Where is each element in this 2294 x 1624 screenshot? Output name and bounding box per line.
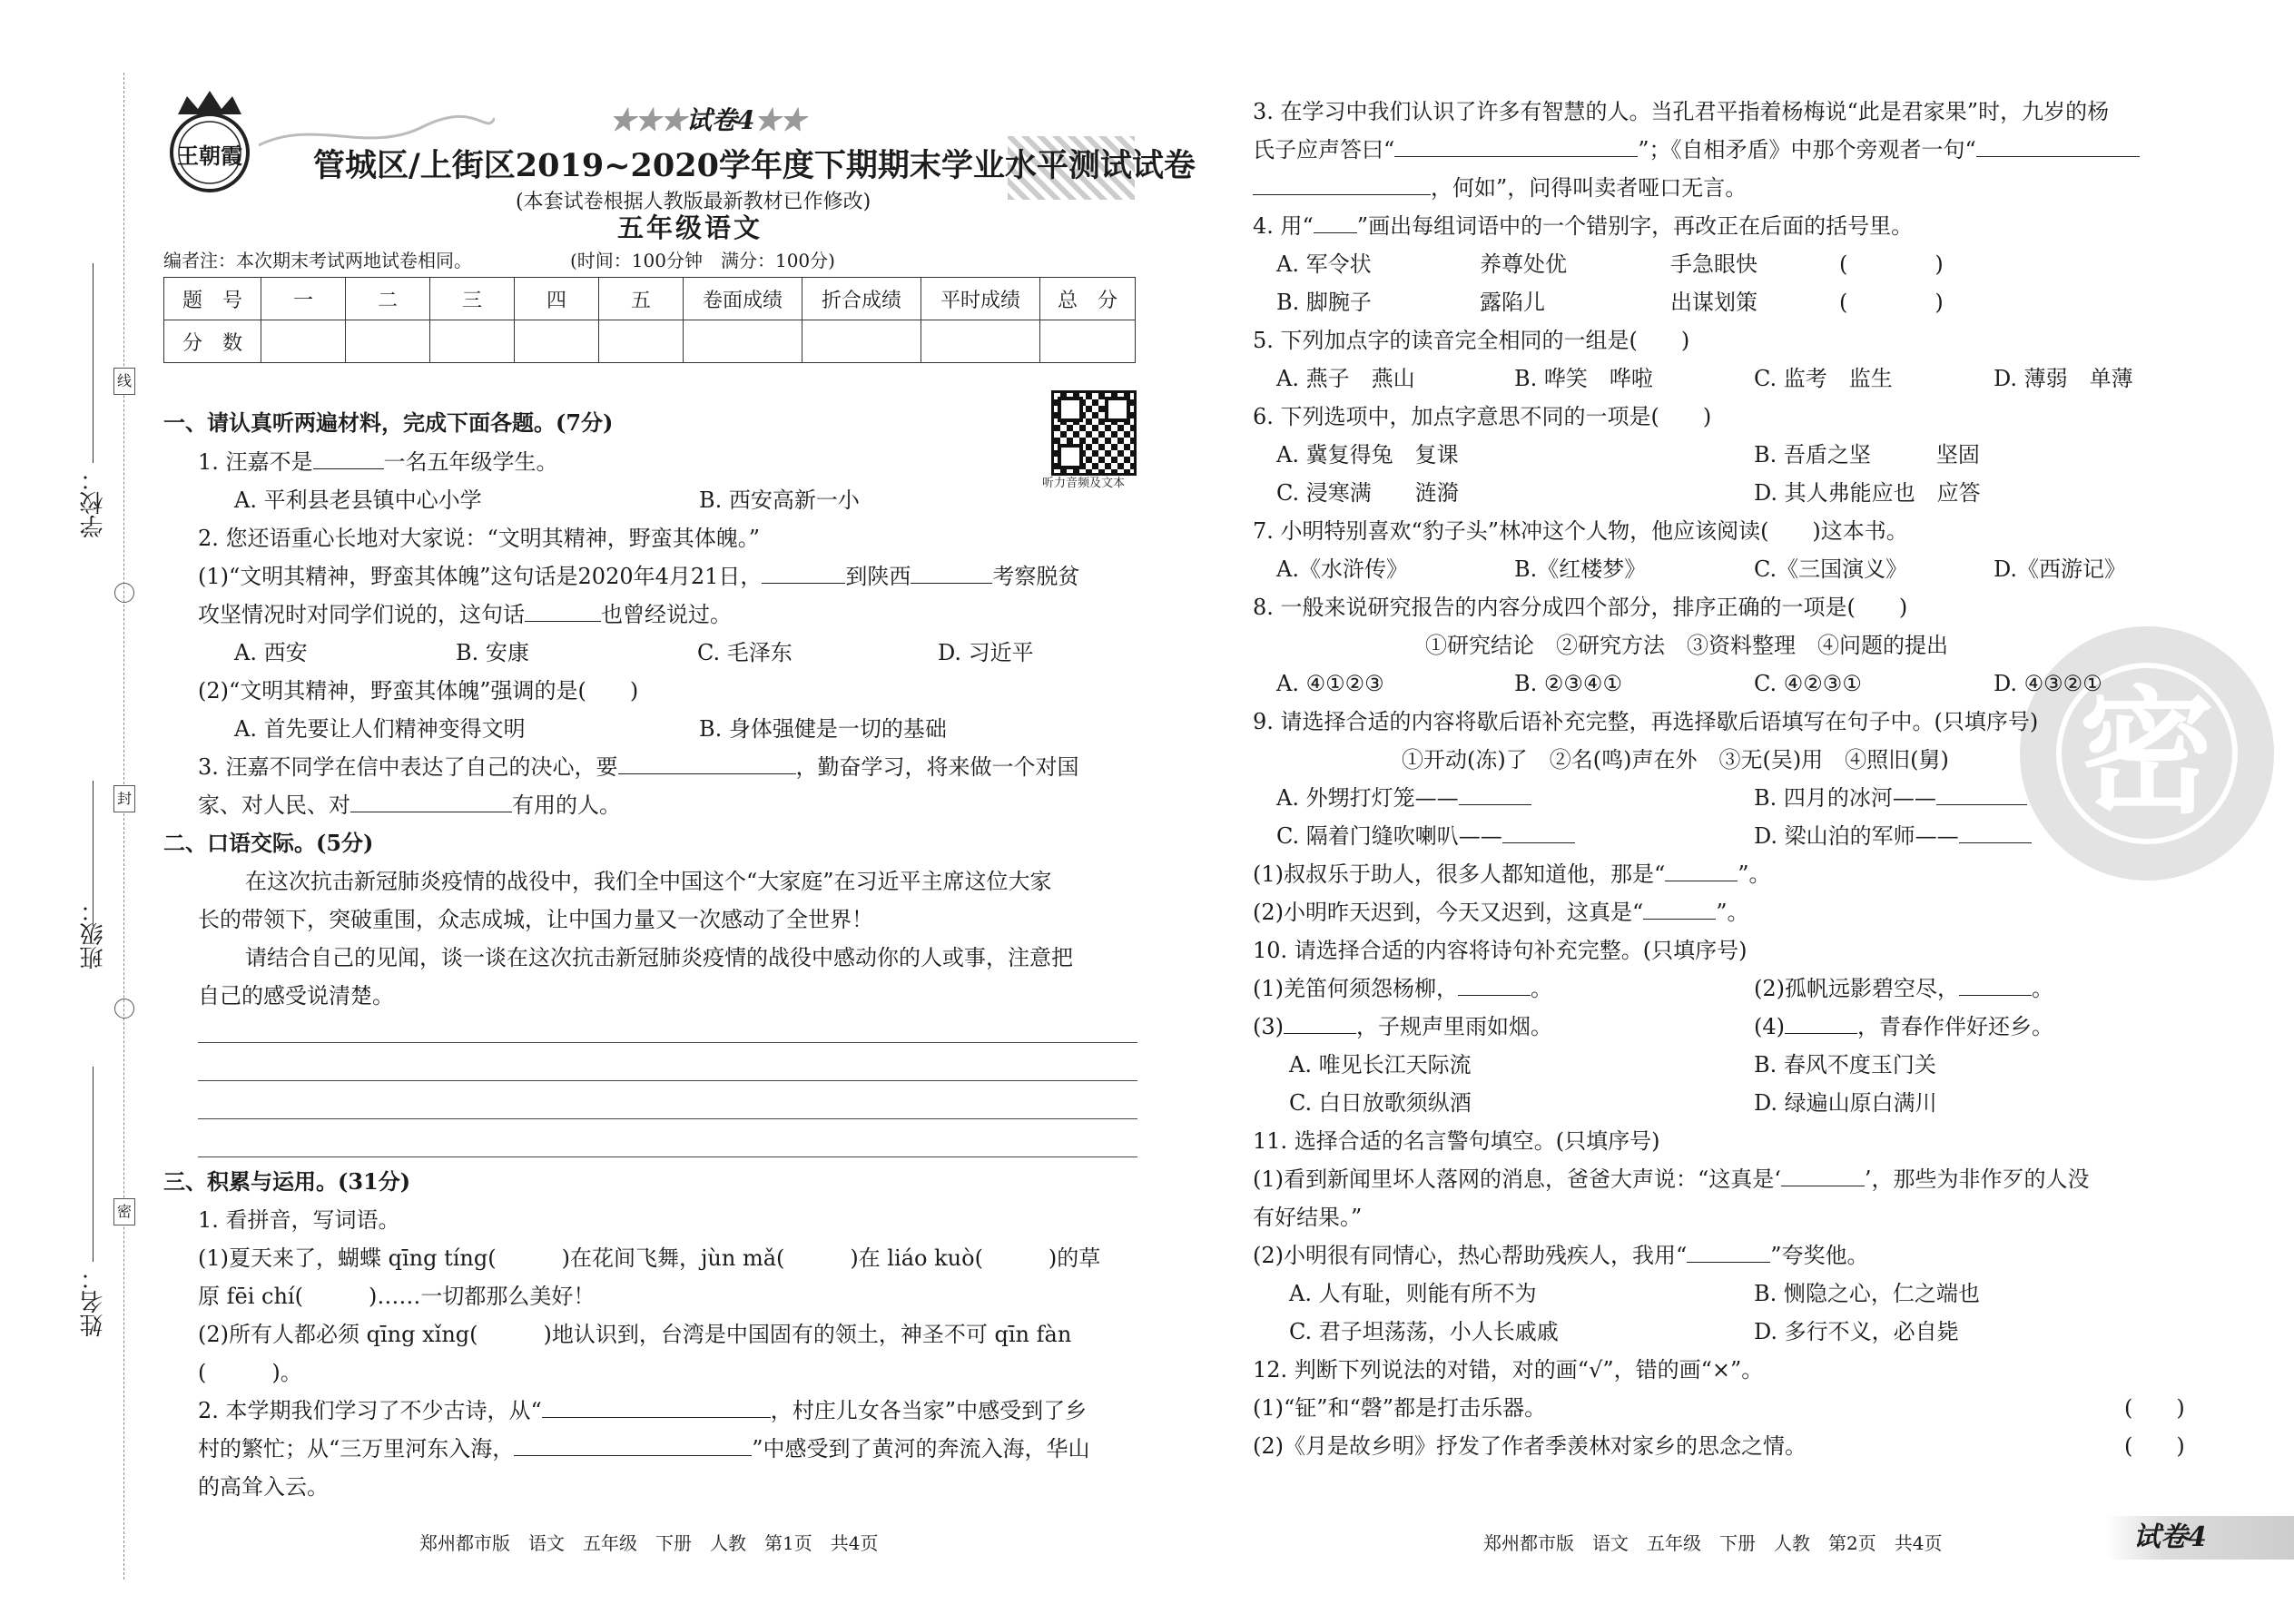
- qr-caption: 听力音频及文本: [1042, 477, 1126, 490]
- score-table-score-row: [164, 320, 1136, 363]
- writing-line[interactable]: [198, 1118, 1137, 1119]
- page-footer: 郑州都市版 语文 五年级 下册 人教 第2页 共4页: [1483, 1532, 1943, 1554]
- question-2-cont: 的高耸入云。: [198, 1474, 329, 1500]
- option-a: A. 冀复得兔 复课: [1276, 442, 1459, 468]
- answer-paren[interactable]: ( ): [2124, 1433, 2185, 1459]
- answer-blank[interactable]: [1959, 975, 2032, 996]
- table-cell: 分 数: [164, 320, 261, 363]
- seal-circle: [114, 583, 134, 603]
- question-8: 8. 一般来说研究报告的内容分成四个部分，排序正确的一项是( ): [1253, 595, 1908, 620]
- table-cell: 四: [515, 278, 599, 320]
- score-cell[interactable]: [921, 320, 1040, 363]
- question-1: 1. 汪嘉不是 一名五年级学生。: [198, 449, 558, 475]
- option-d: D. 梁山泊的军师——: [1754, 822, 2032, 850]
- pinyin-question: (1)夏天来了，蝴蝶 qīng tíng( )在花间飞舞，jùn mǎ( )在 liáo kuò( )的草: [198, 1245, 1101, 1271]
- answer-paren[interactable]: ( ): [1839, 290, 1944, 315]
- answer-blank[interactable]: [1936, 784, 2027, 805]
- option-a: A. 西安: [234, 640, 308, 665]
- writing-line[interactable]: [198, 1080, 1137, 1081]
- table-cell: 平时成绩: [921, 278, 1040, 320]
- score-cell[interactable]: [599, 320, 684, 363]
- question-3-cont: ，何如”，问得叫卖者哑口无言。: [1253, 174, 1747, 202]
- question-1: 1. 看拼音，写词语。: [198, 1207, 400, 1233]
- name-write-line: [93, 1067, 94, 1262]
- question-10-2: (2)孤帆远影碧空尽， 。: [1754, 976, 2053, 1001]
- option-c: C. 毛泽东: [697, 640, 793, 665]
- item-list: ①研究结论 ②研究方法 ③资料整理 ④问题的提出: [1425, 633, 1948, 658]
- answer-paren[interactable]: ( ): [2124, 1395, 2185, 1421]
- option-c: C. 浸寒满 涟漪: [1276, 480, 1459, 506]
- option-b: B. 身体强健是一切的基础: [699, 716, 947, 742]
- answer-blank[interactable]: [1976, 136, 2140, 157]
- option-b: B. 哗笑 哗啦: [1514, 366, 1653, 391]
- section-1-title: 一、请认真听两遍材料，完成下面各题。(7分): [163, 409, 614, 436]
- binding-fold-line: [123, 73, 124, 1580]
- option-a: A. 外甥打灯笼——: [1276, 784, 1531, 812]
- answer-blank[interactable]: [350, 792, 512, 812]
- option-b: B.《红楼梦》: [1514, 556, 1647, 582]
- option-word: 出谋划策: [1670, 290, 1757, 315]
- score-cell[interactable]: [346, 320, 430, 363]
- mi-watermark-glyph: 密: [2078, 673, 2215, 832]
- answer-blank[interactable]: [911, 563, 992, 584]
- score-table-header-row: [164, 278, 1136, 320]
- option-b: B. 春风不度玉门关: [1754, 1052, 1936, 1078]
- option-b: B. 脚腕子: [1276, 290, 1372, 315]
- answer-blank[interactable]: [1502, 822, 1575, 843]
- time-score: (时间：100分钟 满分：100分): [570, 250, 835, 271]
- writing-line[interactable]: [198, 1156, 1137, 1157]
- paragraph: 自己的感受说清楚。: [198, 983, 394, 1009]
- question-6: 6. 下列选项中，加点字意思不同的一项是( ): [1253, 404, 1712, 429]
- option-d: D. 其人弗能应也 应答: [1754, 480, 1981, 506]
- seal-circle: [114, 999, 134, 1019]
- mi-watermark-seal: [2020, 626, 2274, 881]
- question-2: 2. 您还语重心长地对大家说：“文明其精神，野蛮其体魄。”: [198, 526, 761, 551]
- question-12: 12. 判断下列说法的对错，对的画“√”，错的画“×”。: [1253, 1357, 1764, 1383]
- option-d: D. 习近平: [938, 640, 1034, 665]
- exam-subtitle: (本套试卷根据人教版最新教材已作修改): [516, 191, 871, 213]
- question-2-2: (2)“文明其精神，野蛮其体魄”强调的是( ): [198, 678, 639, 704]
- option-c: C. 隔着门缝吹喇叭——: [1276, 822, 1575, 850]
- question-3: 3. 汪嘉不同学在信中表达了自己的决心，要 ，勤奋学习，将来做一个对国: [198, 754, 1079, 780]
- name-label: 姓名：: [80, 1266, 107, 1337]
- score-cell[interactable]: [1040, 320, 1136, 363]
- option-d: D. 多行不义，必自毙: [1754, 1319, 1959, 1344]
- option-a: A. 人有耻，则能有所不为: [1289, 1281, 1537, 1306]
- question-9-1: (1)叔叔乐于助人，很多人都知道他，那是“ ”。: [1253, 861, 1771, 887]
- right-page: [1180, 0, 2294, 1624]
- answer-blank[interactable]: [1394, 136, 1638, 157]
- table-cell: 二: [346, 278, 430, 320]
- option-c: C. 白日放歌须纵酒: [1289, 1090, 1472, 1116]
- class-label: 班级：: [80, 899, 107, 969]
- option-word: 养尊处优: [1480, 251, 1567, 277]
- answer-blank[interactable]: [1284, 1013, 1356, 1034]
- underline-sample: [1314, 212, 1357, 233]
- option-d: D. 薄弱 单薄: [1994, 366, 2133, 391]
- option-word: 露陷儿: [1480, 290, 1545, 315]
- question-12-1: (1)“钲”和“磬”都是打击乐器。: [1253, 1395, 1547, 1421]
- option-a: A.《水浒传》: [1276, 556, 1408, 582]
- option-a: A. ④①②③: [1276, 671, 1384, 696]
- answer-blank[interactable]: [1959, 822, 2032, 843]
- option-c: C. 监考 监生: [1754, 366, 1893, 391]
- pinyin-question: ( )。: [198, 1360, 302, 1385]
- score-cell[interactable]: [430, 320, 515, 363]
- question-7: 7. 小明特别喜欢“豹子头”林冲这个人物，他应该阅读( )这本书。: [1253, 518, 1908, 544]
- answer-blank[interactable]: [542, 1397, 771, 1418]
- corner-tag: 试卷4: [2133, 1521, 2207, 1553]
- answer-blank[interactable]: [1458, 975, 1531, 996]
- page-footer: 郑州都市版 语文 五年级 下册 人教 第1页 共4页: [419, 1532, 879, 1554]
- option-a: A. 唯见长江天际流: [1289, 1052, 1472, 1078]
- table-cell: 三: [430, 278, 515, 320]
- question-9-2: (2)小明昨天迟到，今天又迟到，这真是“ ”。: [1253, 900, 1749, 925]
- section-3-title: 三、积累与运用。(31分): [163, 1168, 411, 1195]
- writing-line[interactable]: [198, 1042, 1137, 1043]
- question-9: 9. 请选择合适的内容将歇后语补充完整，再选择歇后语填写在句子中。(只填序号): [1253, 709, 2039, 734]
- paragraph: 请结合自己的见闻，谈一谈在这次抗击新冠肺炎疫情的战役中感动你的人或事，注意把: [245, 945, 1073, 970]
- answer-blank[interactable]: [1785, 1013, 1857, 1034]
- option-b: B. 四月的冰河——: [1754, 784, 2027, 812]
- table-cell: 卷面成绩: [684, 278, 802, 320]
- answer-blank[interactable]: [1665, 861, 1738, 881]
- question-2-cont: 村的繁忙；从“三万里河东入海， ”中感受到了黄河的奔流入海，华山: [198, 1436, 1090, 1462]
- option-c: C. ④②③①: [1754, 671, 1862, 696]
- option-b: B. 西安高新一小: [699, 487, 860, 513]
- option-b: B. 吾盾之坚 坚固: [1754, 442, 1980, 468]
- question-11: 11. 选择合适的名言警句填空。(只填序号): [1253, 1128, 1660, 1154]
- answer-paren[interactable]: ( ): [1839, 251, 1944, 277]
- question-4: 4. 用“ ”画出每组词语中的一个错别字，再改正在后面的括号里。: [1253, 213, 1914, 239]
- question-2: 2. 本学期我们学习了不少古诗，从“ ，村庄儿女各当家”中感受到了乡: [198, 1398, 1088, 1423]
- question-11-2: (2)小明很有同情心，热心帮助残疾人，我用“ ”夸奖他。: [1253, 1243, 1869, 1268]
- question-10-4: (4) ，青春作伴好还乡。: [1754, 1014, 2053, 1039]
- seal-feng-box: 封: [113, 785, 135, 812]
- option-b: B. 安康: [456, 640, 529, 665]
- paragraph: 在这次抗击新冠肺炎疫情的战役中，我们全中国这个“大家庭”在习近平主席这位大家: [245, 869, 1052, 894]
- question-10: 10. 请选择合适的内容将诗句补充完整。(只填序号): [1253, 938, 1748, 963]
- answer-blank[interactable]: [1253, 174, 1431, 195]
- pinyin-question: (2)所有人都必须 qīng xǐng( )地认识到，台湾是中国固有的领土，神圣不可 qīn fàn: [198, 1322, 1072, 1347]
- question-3-cont: 家、对人民、对 有用的人。: [198, 792, 621, 818]
- answer-blank[interactable]: [762, 563, 845, 584]
- table-cell: 题 号: [164, 278, 261, 320]
- score-table: [163, 277, 1136, 363]
- score-cell[interactable]: [802, 320, 921, 363]
- answer-blank[interactable]: [1643, 899, 1716, 920]
- answer-blank[interactable]: [1781, 1166, 1865, 1186]
- score-cell[interactable]: [261, 320, 346, 363]
- table-cell: 折合成绩: [802, 278, 921, 320]
- answer-blank[interactable]: [514, 1435, 752, 1456]
- question-5: 5. 下列加点字的读音完全相同的一组是( ): [1253, 328, 1690, 353]
- question-11-1-cont: 有好结果。”: [1253, 1205, 1363, 1230]
- qr-code[interactable]: [1051, 390, 1137, 476]
- option-b: B. ②③④①: [1514, 671, 1622, 696]
- editor-note: 编者注：本次期末考试两地试卷相同。: [163, 250, 472, 271]
- question-3-cont: 氏子应声答曰“ ”；《自相矛盾》中那个旁观者一句“: [1253, 136, 2140, 163]
- answer-blank[interactable]: [313, 448, 384, 469]
- option-d: D.《西游记》: [1994, 556, 2127, 582]
- seal-xian-box: 线: [113, 368, 135, 395]
- answer-blank[interactable]: [1687, 1242, 1770, 1263]
- logo-text: 王朝霞: [177, 143, 242, 169]
- subject-title: 五年级语文: [617, 212, 763, 243]
- question-10-3: (3) ，子规声里雨如烟。: [1253, 1014, 1552, 1039]
- option-a: A. 首先要让人们精神变得文明: [234, 716, 526, 742]
- option-a: A. 平利县老县镇中心小学: [234, 487, 482, 513]
- school-label: 学校：: [80, 468, 107, 538]
- option-d: D. 绿遍山原白满川: [1754, 1090, 1937, 1116]
- seal-mi-box: 密: [113, 1198, 135, 1225]
- pinyin-question: 原 fēi chí( )……一切都那么美好！: [198, 1284, 596, 1309]
- school-write-line: [93, 263, 94, 463]
- table-cell: 五: [599, 278, 684, 320]
- score-cell[interactable]: [684, 320, 802, 363]
- question-2-1-cont: 攻坚情况时对同学们说的，这句话 也曾经说过。: [198, 602, 732, 627]
- answer-blank[interactable]: [1459, 784, 1531, 805]
- question-11-1: (1)看到新闻里坏人落网的消息，爸爸大声说：“这真是‘ ’，那些为非作歹的人没: [1253, 1166, 2090, 1192]
- publisher-logo: [160, 87, 260, 196]
- question-10-1: (1)羌笛何须怨杨柳， 。: [1253, 976, 1552, 1001]
- question-12-2: (2)《月是故乡明》抒发了作者季羡林对家乡的思念之情。: [1253, 1433, 1807, 1459]
- answer-blank[interactable]: [618, 753, 796, 774]
- question-3: 3. 在学习中我们认识了许多有智慧的人。当孔君平指着杨梅说“此是君家果”时，九岁的杨: [1253, 99, 2110, 124]
- answer-blank[interactable]: [525, 601, 601, 622]
- option-d: D. ④③②①: [1994, 671, 2102, 696]
- paragraph: 长的带领下，突破重围，众志成城，让中国力量又一次感动了全世界！: [198, 907, 873, 932]
- table-cell: 一: [261, 278, 346, 320]
- item-list: ①开动(冻)了 ②名(鸣)声在外 ③无(吴)用 ④照旧(舅): [1402, 747, 1949, 773]
- option-word: 手急眼快: [1670, 251, 1757, 277]
- option-b: B. 恻隐之心，仁之端也: [1754, 1281, 1980, 1306]
- question-2-1: (1)“文明其精神，野蛮其体魄”这句话是2020年4月21日， 到陕西 考察脱贫: [198, 564, 1080, 589]
- section-2-title: 二、口语交际。(5分): [163, 830, 374, 856]
- option-a: A. 军令状: [1276, 251, 1372, 277]
- paper-tag: ★★★试卷4★★: [610, 105, 806, 135]
- exam-title: 管城区/上街区2019~2020学年度下期期末学业水平测试试卷: [313, 147, 1196, 184]
- option-a: A. 燕子 燕山: [1276, 366, 1415, 391]
- option-c: C.《三国演义》: [1754, 556, 1908, 582]
- table-cell: 总 分: [1040, 278, 1136, 320]
- score-cell[interactable]: [515, 320, 599, 363]
- option-c: C. 君子坦荡荡，小人长戚戚: [1289, 1319, 1559, 1344]
